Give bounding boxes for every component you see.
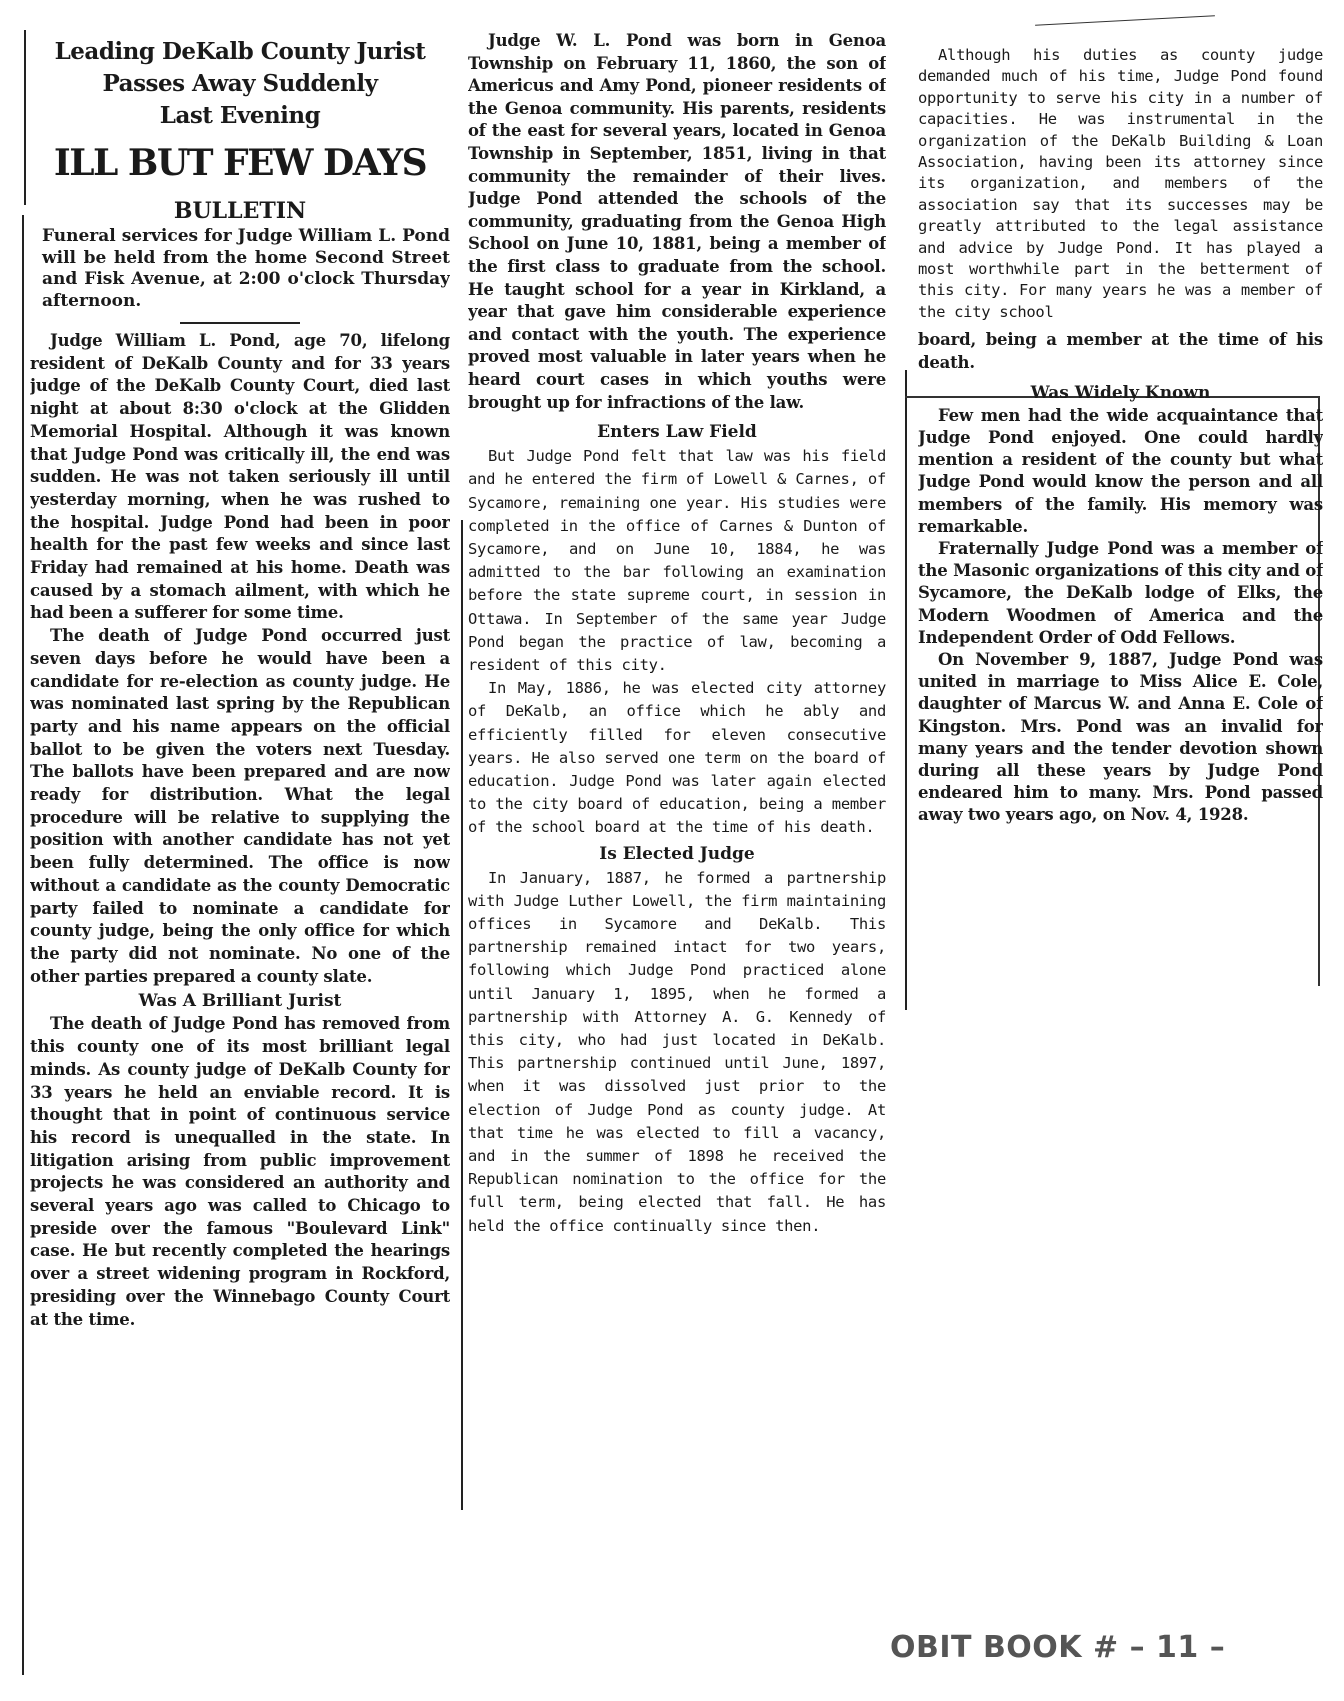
obit-book-stamp: OBIT BOOK # – 11 – (890, 1630, 1226, 1665)
bulletin-text: Funeral services for Judge William L. Pond will be held from the home Second Street and Fisk Avenue, at 2:00 o'clock Thursday afternoon. (42, 226, 450, 311)
subheading-enters-law-field: Enters Law Field (597, 422, 757, 443)
headline-deck-line: Leading DeKalb County Jurist (54, 38, 426, 65)
scan-mark-line (1035, 15, 1215, 25)
article-paragraph: Few men had the wide acquaintance that Judge Pond enjoyed. One could hardly mention a resident of the county but what Judge Pond would know the person and all members of the family. His memory was remarkable. (918, 405, 1323, 536)
article-column-1 (30, 28, 450, 1678)
article-paragraph: On November 9, 1887, Judge Pond was united in marriage to Miss Alice E. Cole, daughter of Marcus W. and Anna E. Cole of Kingston. Mrs. Pond was an invalid for many years and the tender devotion shown during all these years by Judge Pond endeared him to many. Mrs. Pond passed away two years ago, on Nov. 4, 1928. (918, 649, 1323, 825)
headline-deck (30, 36, 450, 132)
column-rule (905, 370, 907, 1010)
column-rule (24, 30, 26, 205)
article-column-2 (468, 30, 886, 1570)
article-paragraph: In May, 1886, he was elected city attorney of DeKalb, an office which he ably and efficiently filled for eleven consecutive years. He also served one term on the board of education. Judge Pond was later again elected to the city board of education, being a member of the school board at the time of his death. (468, 679, 886, 837)
article-paragraph: board, being a member at the time of his death. (918, 330, 1323, 372)
article-paragraph: Fraternally Judge Pond was a member of the Masonic organizations of this city and of Sycamore, the DeKalb lodge of Elks, the Modern Woodmen of America and the Independent Order of Odd Fellows. (918, 538, 1323, 647)
article-paragraph: Judge William L. Pond, age 70, lifelong resident of DeKalb County and for 33 years judge of the DeKalb County Court, died last night at about 8:30 o'clock at the Glidden Memorial Hospital. Although it was known that Judge Pond was critically ill, the end was sudden. He was not taken seriously ill until yesterday morning, when he was rushed to the hospital. Judge Pond had been in poor health for the past few weeks and since last Friday had remained at his home. Death was caused by a stomach ailment, with which he had been a sufferer for some time. (30, 331, 450, 623)
column-rule (22, 215, 24, 1675)
headline-deck-line: Last Evening (159, 102, 321, 129)
subheading-brilliant-jurist: Was A Brilliant Jurist (138, 991, 342, 1012)
headline-deck-line: Passes Away Suddenly (102, 70, 378, 97)
article-paragraph: Although his duties as county judge demanded much of his time, Judge Pond found opportunity to serve his city in a number of capacities. He was instrumental in the organization of the DeKalb Building & Loan Association, having been its attorney since its organization, and members of the association say that its successes may be greatly attributed to the legal assistance and advice by Judge Pond. It has played a most worthwhile part in the betterment of this city. For many years he was a member of the city school (918, 46, 1323, 321)
article-paragraph: The death of Judge Pond occurred just seven days before he would have been a candidate for re-election as county judge. He was nominated last spring by the Republican party and his name appears on the official ballot to be given the voters next Tuesday. The ballots have been prepared and are now ready for distribution. What the legal procedure will be relative to supplying the position with another candidate has not yet been fully determined. The office is now without a candidate as the county Democratic party failed to nominate a candidate for county judge, being the only office for which the party did not nominate. No one of the other parties prepared a county slate. (30, 626, 450, 986)
main-headline: ILL BUT FEW DAYS (53, 142, 427, 184)
article-paragraph: The death of Judge Pond has removed from this county one of its most brilliant legal minds. As county judge of DeKalb County for 33 years he held an enviable record. It is thought that in point of continuous service his record is unequalled in the state. In litigation arising from public improvement projects he was considered an authority and several years ago was called to Chicago to preside over the famous "Boulevard Link" case. He but recently completed the hearings over a street widening program in Rockford, presiding over the Winnebago County Court at the time. (30, 1014, 450, 1329)
bulletin-heading: BULLETIN (173, 198, 307, 224)
divider (180, 322, 300, 324)
article-paragraph: Judge W. L. Pond was born in Genoa Township on February 11, 1860, the son of Americus and Amy Pond, pioneer residents of the Genoa community. His parents, residents of the east for several years, located in Genoa Township in September, 1851, living in that community the remainder of their lives. Judge Pond attended the schools of the community, graduating from the Genoa High School on June 10, 1881, being a member of the first class to graduate from the school. He taught school for a year in Kirkland, a year that gave him considerable experience and contact with the youth. The experience proved most valuable in later years when he heard court cases in which youths were brought up for infractions of the law. (468, 31, 886, 412)
column-rule (461, 520, 463, 1510)
article-paragraph: In January, 1887, he formed a partnership with Judge Luther Lowell, the firm maintaining offices in Sycamore and DeKalb. This partnership remained intact for two years, following which Judge Pond practiced alone until January 1, 1895, when he formed a partnership with Attorney A. G. Kennedy of this city, who had just located in DeKalb. This partnership continued until June, 1897, when it was dissolved just prior to the election of Judge Pond as county judge. At that time he was elected to fill a vacancy, and in the summer of 1898 he received the Republican nomination to the office for the full term, being elected that fall. He has held the office continually since then. (468, 868, 886, 1235)
article-column-3 (918, 45, 1323, 1045)
subheading-is-elected-judge: Is Elected Judge (599, 843, 755, 864)
subheading-widely-known: Was Widely Known (1030, 382, 1211, 403)
article-paragraph: But Judge Pond felt that law was his field and he entered the firm of Lowell & Carnes, of Sycamore, remaining one year. His studies were completed in the office of Carnes & Dunton of Sycamore, and on June 10, 1884, he was admitted to the bar following an examination before the state supreme court, in session in Ottawa. In September of the same year Judge Pond began the practice of law, becoming a resident of this city. (468, 447, 886, 674)
